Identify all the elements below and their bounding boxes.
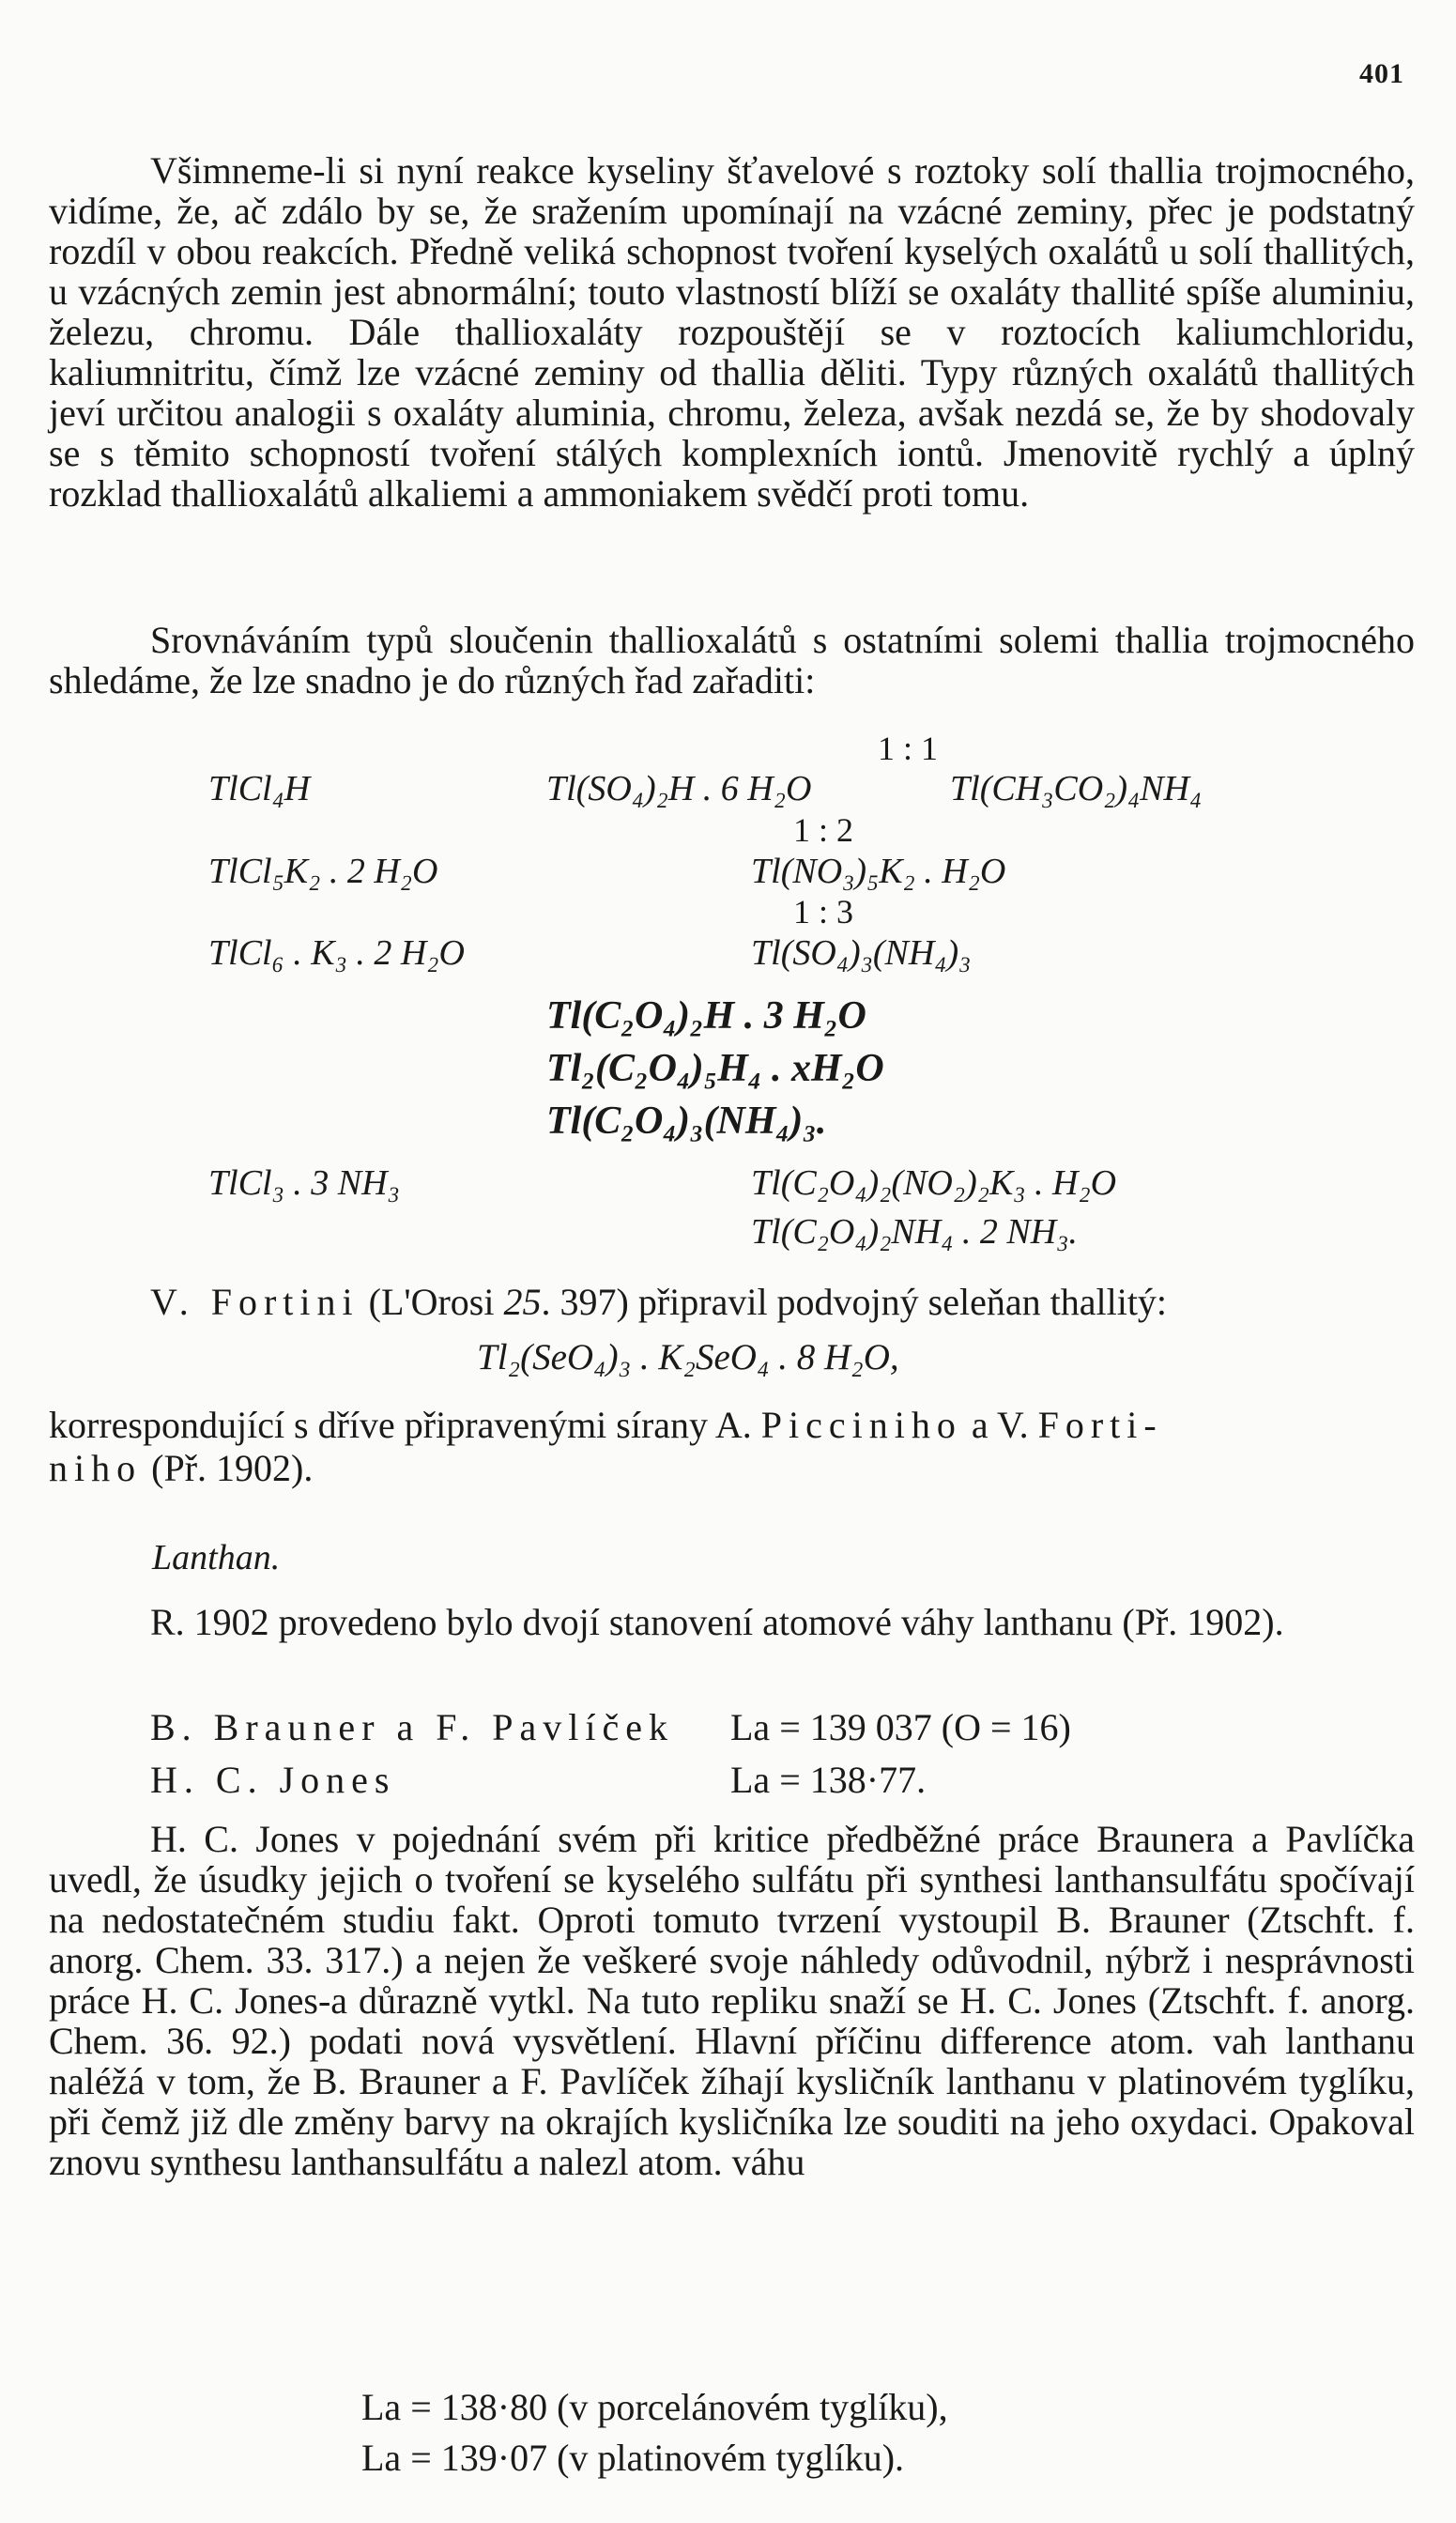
formula-oxalate-tl2: Tl₂(C₂O₄)₅H₄ . xH₂O xyxy=(546,1047,884,1090)
fortini-name: V. Fortini xyxy=(150,1281,360,1323)
formula-tlcl6k3: TlCl₆ . K₃ . 2 H₂O xyxy=(208,933,465,973)
ratio-1-2: 1 : 2 xyxy=(793,811,854,849)
ratio-1-1: 1 : 1 xyxy=(878,730,939,767)
formula-oxalate-nh4: Tl(C₂O₄)₃(NH₄)₃. xyxy=(546,1100,827,1143)
formula-tlcl3-nh3: TlCl₃ . 3 NH₃ xyxy=(208,1163,400,1203)
brauner-name: B. Brauner a F. Pavlíček xyxy=(150,1706,675,1748)
formula-tl-no3-5k2: Tl(NO₃)₅K₂ . H₂O xyxy=(751,852,1006,891)
result-platinum: La = 139·07 (v platinovém tyglíku). xyxy=(361,2437,905,2479)
korresp-fortini: Forti- xyxy=(1037,1404,1163,1446)
korresp-line-2 xyxy=(49,1446,313,1490)
fortini-formula: Tl₂(SeO₄)₃ . K₂SeO₄ . 8 H₂O, xyxy=(477,1337,899,1377)
jones-value: La = 138·77. xyxy=(730,1759,927,1801)
paragraph-jones-critique: H. C. Jones v pojednání svém při kritice předběžné práce Braunera a Pavlíčka uvedl, že úsudky jejich o tvoření se kyselého sulfátu při synthesi lanthansulfátu spočívají na nedostatečném studiu fakt. Oproti tomuto tvrzení vystoupil B. Brauner (Ztschft. f. anorg. Chem. 33. 317.) a nejen že veškeré svoje náhledy odůvodnil, nýbrž i nesprávnosti práce H. C. Jones-a důrazně vytkl. Na tuto repliku snaží se H. C. Jones (Ztschft. f. anorg. Chem. 36. 92.) podati nová vysvětlení. Hlavní příčinu difference atom. vah lanthanu naléžá v tom, že B. Brauner a F. Pavlíček žíhají kysličník lanthanu v platinovém tyglíku, při čemž již dle změny barvy na okrajích kysličníka lze souditi na jeho oxydaci. Opakoval znovu synthesu lanthansulfátu a nalezl atom. váhu xyxy=(49,1818,1415,2183)
section-heading-lanthan: Lanthan. xyxy=(152,1538,281,1577)
ratio-1-3: 1 : 3 xyxy=(793,893,854,931)
formula-tlcl4h: TlCl₄H xyxy=(208,769,311,808)
korresp-piccini: Picciniho xyxy=(760,1404,962,1446)
fortini-line xyxy=(150,1280,1167,1324)
korresp-line-1 xyxy=(49,1403,1163,1447)
paragraph-thallium-oxalates: Všimneme-li si nyní reakce kyseliny šťavelové s roztoky solí thallia trojmocného, vidíme, že, ač zdálo by se, že sražením upomínají na vzácné zeminy, přec je podstatný rozdíl v obou reakcích. Předně veliká schopnost tvoření kyselých oxalátů u solí thallitých, u vzácných zemin jest abnormální; touto vlastností blíží se oxaláty thallité spíše aluminiu, železu, chromu. Dále thallioxaláty rozpouštějí se v roztocích kaliumchloridu, kaliumnitritu, čímž lze vzácné zeminy od thallia děliti. Typy různých oxalátů thallitých jeví určitou analogii s oxaláty aluminia, chromu, železa, avšak nezdá se, že by shodovaly se s těmito schopností tvoření stálých komplexních iontů. Jmenovitě rychlý a úplný rozklad thallioxalátů alkaliemi a ammoniakem svědčí proti tomu. xyxy=(49,149,1415,515)
result-porcelain: La = 138·80 (v porcelánovém tyglíku), xyxy=(361,2386,948,2428)
formula-oxalate-h: Tl(C₂O₄)₂H . 3 H₂O xyxy=(546,994,866,1038)
paragraph-lanthan-intro: R. 1902 provedeno bylo dvojí stanovení atomové váhy lanthanu (Př. 1902). xyxy=(150,1601,1284,1643)
formula-oxalate-no2-k3: Tl(C₂O₄)₂(NO₂)₂K₃ . H₂O xyxy=(751,1163,1117,1203)
formula-oxalate-nh4-nh3: Tl(C₂O₄)₂NH₄ . 2 NH₃. xyxy=(751,1212,1078,1252)
formula-tl-acetate: Tl(CH₃CO₂)₄NH₄ xyxy=(950,769,1203,808)
brauner-value: La = 139 037 (O = 16) xyxy=(730,1706,1071,1748)
fortini-volume: 25 xyxy=(503,1281,542,1323)
korresp-ref: (Př. 1902). xyxy=(142,1447,314,1489)
page-number: 401 xyxy=(1359,58,1404,89)
fortini-text: . 397) připravil podvojný seleňan thallitý: xyxy=(541,1281,1168,1323)
formula-tlcl5k2: TlCl₅K₂ . 2 H₂O xyxy=(208,852,438,891)
korresp-and: a V. xyxy=(961,1404,1038,1446)
jones-name: H. C. Jones xyxy=(150,1759,396,1801)
fortini-source: (L'Orosi xyxy=(359,1281,504,1323)
formula-tl-so4-3-nh4: Tl(SO₄)₃(NH₄)₃ xyxy=(751,933,972,973)
korresp-fortini-end: niho xyxy=(49,1447,143,1489)
formula-tl-so4-2h: Tl(SO₄)₂H . 6 H₂O xyxy=(546,769,812,808)
korresp-text: korrespondující s dříve připravenými sírany A. xyxy=(49,1404,761,1446)
paragraph-comparison: Srovnáváním typů sloučenin thallioxalátů s ostatními solemi thallia trojmocného shledáme, že lze snadno je do různých řad zařaditi: xyxy=(49,619,1415,701)
